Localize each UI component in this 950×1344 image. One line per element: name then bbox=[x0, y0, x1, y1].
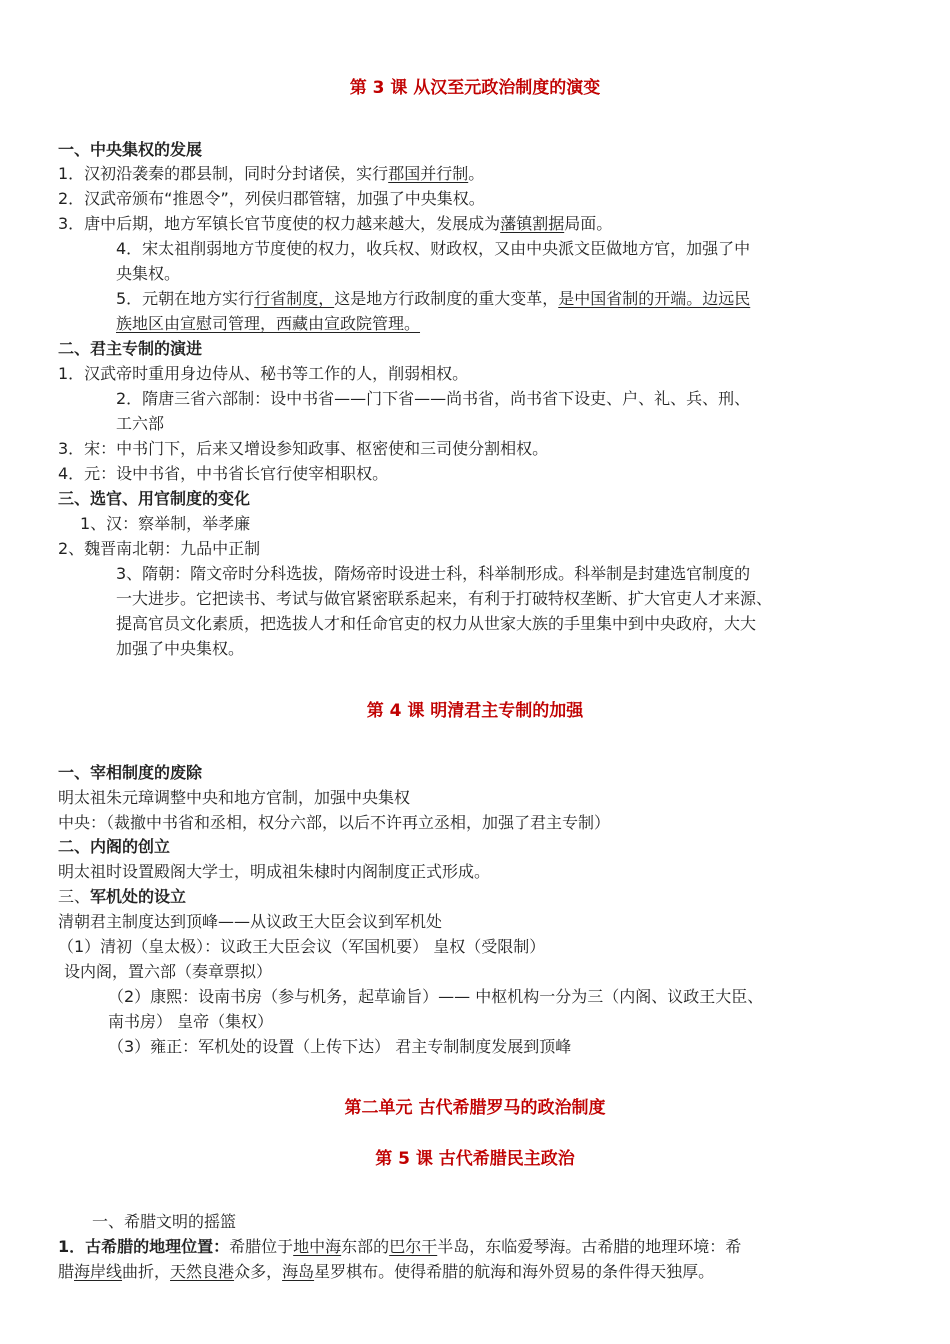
text-line: 3．唐中后期，地方军镇长官节度使的权力越来越大，发展成为藩镇割据局面。 bbox=[58, 214, 613, 233]
section-heading: 一、宰相制度的废除 bbox=[58, 763, 203, 782]
text-line: 央集权。 bbox=[116, 264, 181, 283]
text-line: 加强了中央集权。 bbox=[116, 639, 245, 658]
lesson3-title: 第 3 课 从汉至元政治制度的演变 bbox=[349, 78, 601, 98]
text-line: 清朝君主制度达到顶峰——从议政王大臣会议到军机处 bbox=[58, 912, 443, 931]
text-line: 2、魏晋南北朝：九品中正制 bbox=[58, 539, 261, 558]
text-line: 3、隋朝：隋文帝时分科选拔，隋炀帝时设进士科，科举制形成。科举制是封建选官制度的 bbox=[116, 564, 751, 583]
lesson5-title: 第 5 课 古代希腊民主政治 bbox=[375, 1149, 575, 1169]
text-line: 一大进步。它把读书、考试与做官紧密联系起来，有利于打破特权垄断、扩大官吏人才来源、 bbox=[116, 589, 773, 608]
unit2-title: 第二单元 古代希腊罗马的政治制度 bbox=[344, 1098, 606, 1118]
text-line: 1．汉武帝时重用身边侍从、秘书等工作的人，削弱相权。 bbox=[58, 364, 469, 383]
text-line: 2．汉武帝颁布“推恩令”，列侯归郡管辖，加强了中央集权。 bbox=[58, 189, 485, 208]
text-line: 2．隋唐三省六部制：设中书省——门下省——尚书省，尚书省下设吏、户、礼、兵、刑、 bbox=[116, 389, 751, 408]
text-line: 南书房） 皇帝（集权） bbox=[108, 1012, 274, 1031]
text-line: 3．宋：中书门下，后来又增设参知政事、枢密使和三司使分割相权。 bbox=[58, 439, 549, 458]
text-line: 5．元朝在地方实行行省制度，这是地方行政制度的重大变革，是中国省制的开端。边远民 bbox=[116, 289, 751, 308]
section-heading: 二、君主专制的演进 bbox=[58, 339, 203, 358]
text-line: 腊海岸线曲折，天然良港众多，海岛星罗棋布。使得希腊的航海和海外贸易的条件得天独厚。 bbox=[58, 1262, 715, 1281]
text-line: 1、汉：察举制，举孝廉 bbox=[80, 514, 251, 533]
text-line: 4．元：设中书省，中书省长官行使宰相职权。 bbox=[58, 464, 389, 483]
section-heading: 三、选官、用官制度的变化 bbox=[58, 489, 251, 508]
section-heading: 一、希腊文明的摇篮 bbox=[92, 1212, 237, 1231]
text-line: （2）康熙：设南书房（参与机务，起草谕旨）—— 中枢机构一分为三（内阁、议政王大臣、 bbox=[108, 987, 764, 1006]
text-line: 明太祖朱元璋调整中央和地方官制，加强中央集权 bbox=[58, 788, 411, 807]
text-line: 提高官员文化素质，把选拔人才和任命官吏的权力从世家大族的手里集中到中央政府，大大 bbox=[116, 614, 757, 633]
section-heading: 一、中央集权的发展 bbox=[58, 140, 203, 159]
section-heading: 三、军机处的设立 bbox=[58, 887, 187, 906]
section-heading: 二、内阁的创立 bbox=[58, 837, 171, 856]
text-line: 明太祖时设置殿阁大学士，明成祖朱棣时内阁制度正式形成。 bbox=[58, 862, 491, 881]
text-line: （1）清初（皇太极）：议政王大臣会议（军国机要） 皇权（受限制） bbox=[58, 937, 546, 956]
text-line: 设内阁，置六部（奏章票拟） bbox=[64, 962, 273, 981]
text-line: 1．古希腊的地理位置：希腊位于地中海东部的巴尔干半岛，东临爱琴海。古希腊的地理环境：希 bbox=[58, 1237, 742, 1256]
lesson4-title: 第 4 课 明清君主专制的加强 bbox=[366, 701, 584, 721]
text-line: 工六部 bbox=[116, 414, 165, 433]
text-line: 1．汉初沿袭秦的郡县制，同时分封诸侯，实行郡国并行制。 bbox=[58, 164, 485, 183]
text-line: 4．宋太祖削弱地方节度使的权力，收兵权、财政权，又由中央派文臣做地方官，加强了中 bbox=[116, 239, 751, 258]
text-line: 族地区由宣慰司管理，西藏由宣政院管理。 bbox=[116, 314, 421, 333]
text-line: 中央：（裁撤中书省和丞相，权分六部，以后不许再立丞相，加强了君主专制） bbox=[58, 813, 611, 832]
text-line: （3）雍正：军机处的设置（上传下达） 君主专制制度发展到顶峰 bbox=[108, 1037, 572, 1056]
